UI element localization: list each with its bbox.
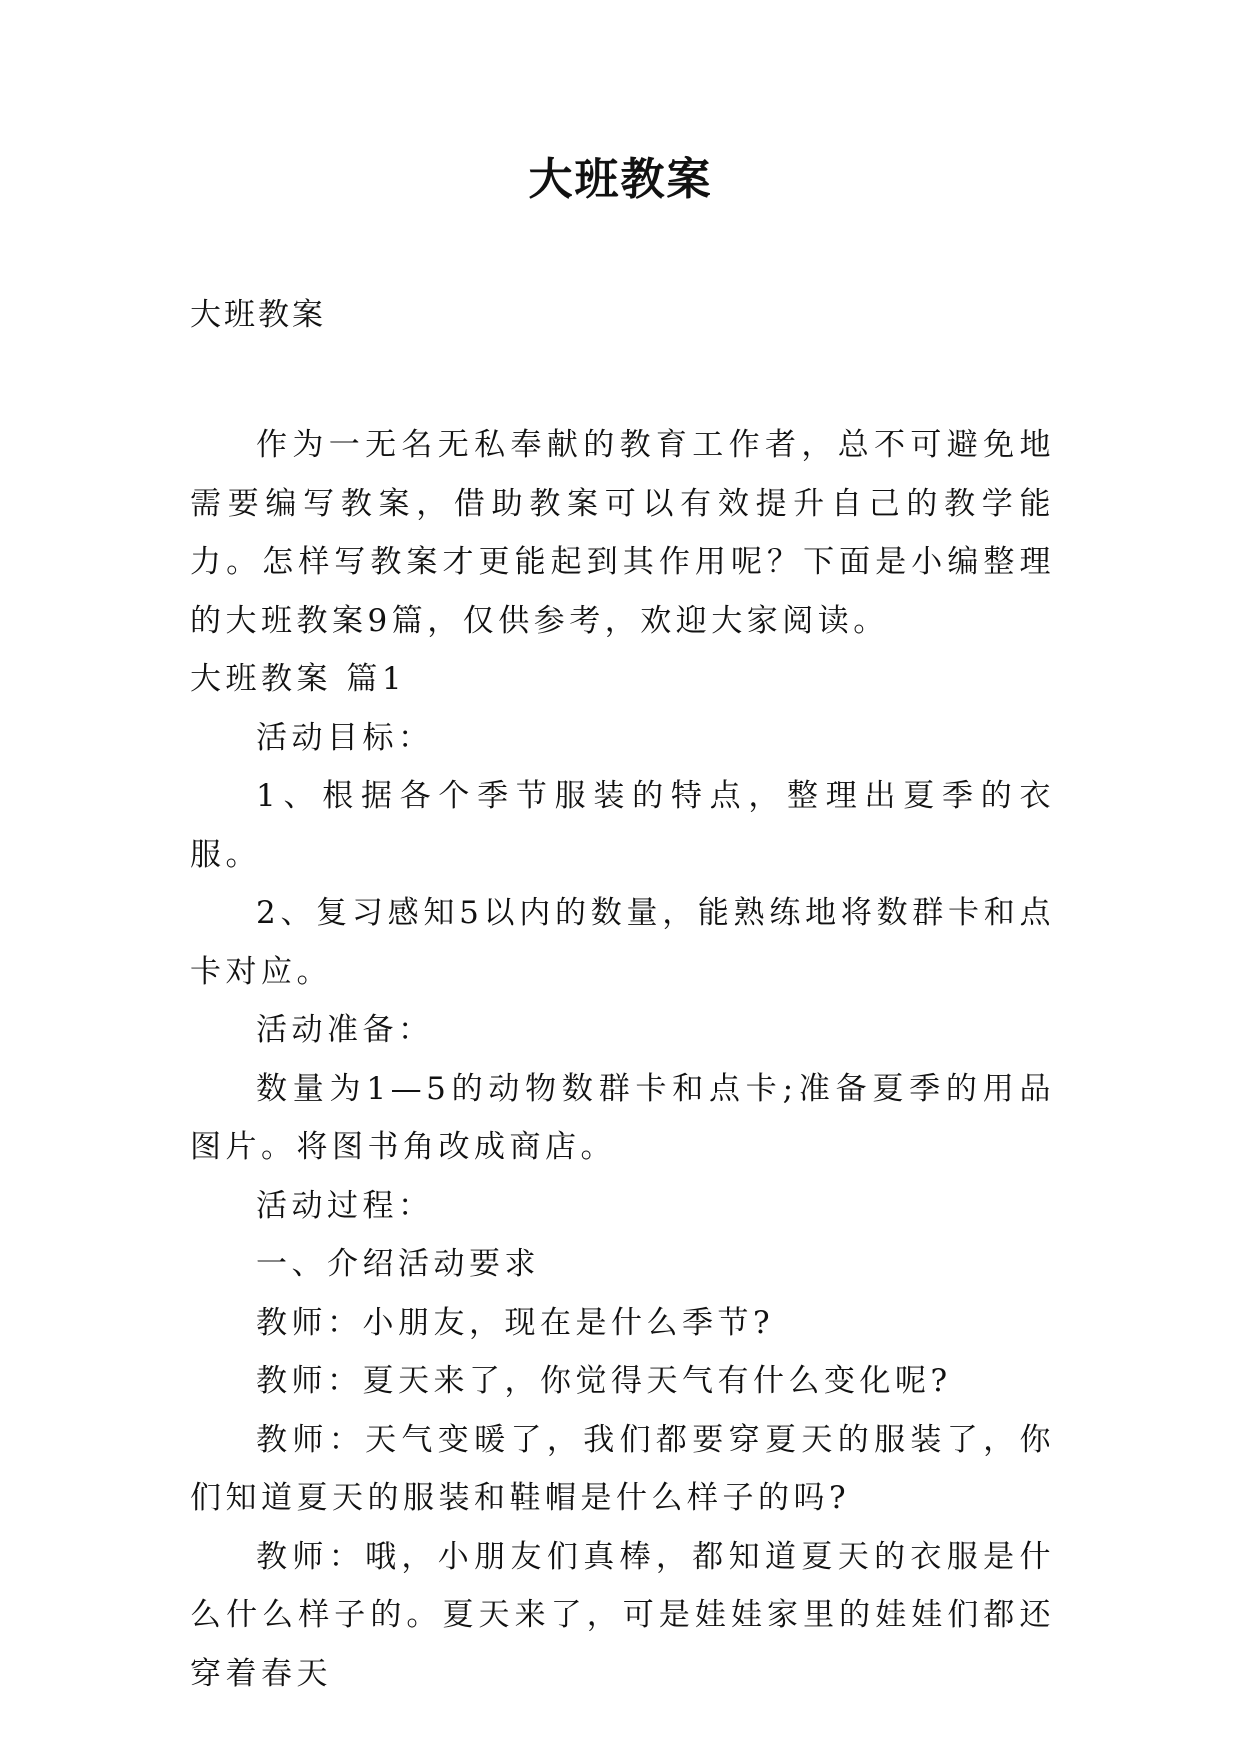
activity-goals-heading: 活动目标：	[256, 719, 434, 756]
document-body	[190, 286, 1055, 1703]
dialogue-line: 教师：天气变暖了，我们都要穿夏天的服装了，你们知道夏天的服装和鞋帽是什么样子的吗?	[190, 1421, 1055, 1516]
section-heading: 大班教案 篇1	[190, 661, 407, 697]
document-content	[190, 416, 1055, 1703]
document-subtitle: 大班教案	[190, 297, 326, 333]
document-title: 大班教案	[528, 154, 713, 205]
prep-paragraph: 数量为1—5的动物数群卡和点卡;准备夏季的用品图片。将图书角改成商店。	[190, 1070, 1055, 1165]
process-step-heading: 一、介绍活动要求	[256, 1246, 540, 1282]
goal-item: 2、复习感知5以内的数量，能熟练地将数群卡和点卡对应。	[190, 895, 1055, 990]
dialogue-line: 教师：哦，小朋友们真棒，都知道夏天的衣服是什么什么样子的。夏天来了，可是娃娃家里的娃娃们都还穿着春天	[190, 1538, 1055, 1692]
activity-process-heading: 活动过程：	[256, 1187, 434, 1224]
goal-item: 1、根据各个季节服装的特点，整理出夏季的衣服。	[190, 778, 1055, 873]
activity-prep-heading: 活动准备：	[256, 1012, 434, 1048]
intro-paragraph: 作为一无名无私奉献的教育工作者，总不可避免地需要编写教案，借助教案可以有效提升自己的教学能力。怎样写教案才更能起到其作用呢？下面是小编整理的大班教案9篇，仅供参考，欢迎大家阅读。	[190, 427, 1055, 639]
dialogue-line: 教师：夏天来了，你觉得天气有什么变化呢?	[256, 1363, 952, 1399]
dialogue-line: 教师：小朋友，现在是什么季节?	[256, 1304, 775, 1341]
